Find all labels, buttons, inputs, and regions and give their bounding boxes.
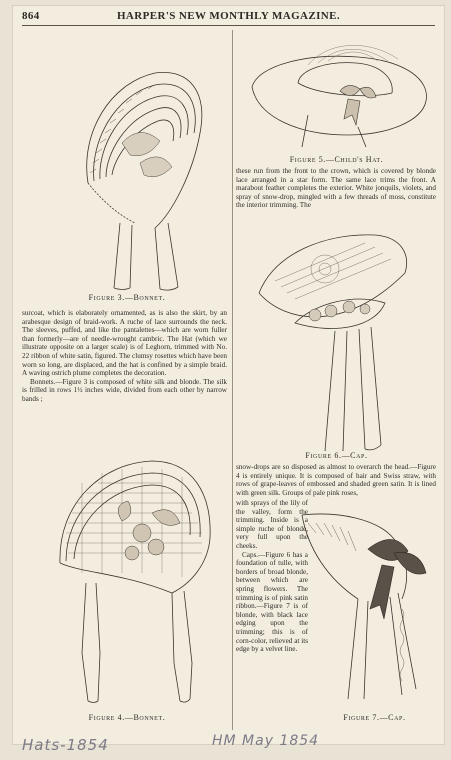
left-column-text (22, 309, 227, 404)
right-top-paragraph: these run from the front to the crown, which is covered by blonde lace arranged in a star form. The same lace trims the front. A marabout feather completes the exterior. White jonquils, violets, and spray of snow-drop, mingled with a few threads of moss, constitute the interior trimming. The (236, 167, 436, 210)
right-middle-paragraph: snow-drops are so disposed as almost to overarch the head.—Figure 4 is entirely unique. It is composed of hair and Swiss straw, with rows of grape-leaves of embossed and shaded green satin. It is lined with green silk. Groups of pale pink roses, (236, 463, 436, 497)
figure-5-childs-hat-illustration (248, 35, 433, 150)
right-middle-text (236, 463, 436, 497)
figure-3-bonnet-illustration (60, 63, 210, 291)
column-divider (232, 30, 233, 730)
left-paragraph-2: Bonnets.—Figure 3 is composed of white silk and blonde. The silk is frilled in rows 1½ inches wide, divided from each other by narrow bands ; (22, 377, 227, 403)
figure-7-cap-illustration (298, 509, 434, 705)
bonnet-4-drawing (52, 443, 217, 705)
figure-4-bonnet-illustration (52, 443, 217, 705)
pencil-annotation-right: HM May 1854 (212, 733, 320, 749)
right-top-text (236, 167, 436, 210)
bonnet-3-drawing (60, 63, 210, 291)
header-rule (22, 25, 435, 26)
page-header (22, 8, 435, 26)
magazine-title: HARPER'S NEW MONTHLY MAGAZINE. (116, 10, 341, 22)
figure-6-caption: Figure 6.—Cap. (305, 451, 368, 460)
figure-6-cap-illustration (255, 223, 413, 451)
left-paragraph-1: surcoat, which is elaborately ornamented, as is also the skirt, by an arabesque design of braid-work. A ruche of lace surrounds the neck. The sleeves, puffed, and like the pantalettes—which are worn fuller than formerly—are of needle-wrought cambric. The Hat (which we illustrate opposite on a larger scale) is of Leghorn, trimmed with No. 22 ribbon of white satin, figured. The clumsy rosettes which have been worn so long, are displaced, and the hat is confined by a simple braid. A waving ostrich plume completes the decoration. (22, 309, 227, 378)
figure-3-caption: Figure 3.—Bonnet. (88, 293, 166, 302)
narrow-paragraph-1: with sprays of the lily of the valley, form the trimming. Inside is a simple ruche of blonde, very full upon the cheeks. (236, 499, 308, 550)
figure-4-caption: Figure 4.—Bonnet. (88, 713, 166, 722)
figure-5-caption: Figure 5.—Child's Hat. (289, 155, 384, 164)
childs-hat-drawing (248, 35, 433, 150)
narrow-paragraph-2: Caps.—Figure 6 has a foundation of tulle, with borders of broad blonde, between which are spring flowers. The trimming is of pink satin ribbon.—Figure 7 is of blonde, with black lace edging upon the trimming; this is of corn-color, relieved at its edge by a velvet line. (236, 550, 308, 654)
pencil-annotation-left: Hats-1854 (22, 736, 109, 754)
magazine-page (12, 5, 445, 745)
page-number: 864 (22, 10, 40, 22)
cap-7-drawing (298, 509, 434, 705)
cap-6-drawing (255, 223, 413, 451)
figure-7-caption: Figure 7.—Cap. (343, 713, 406, 722)
